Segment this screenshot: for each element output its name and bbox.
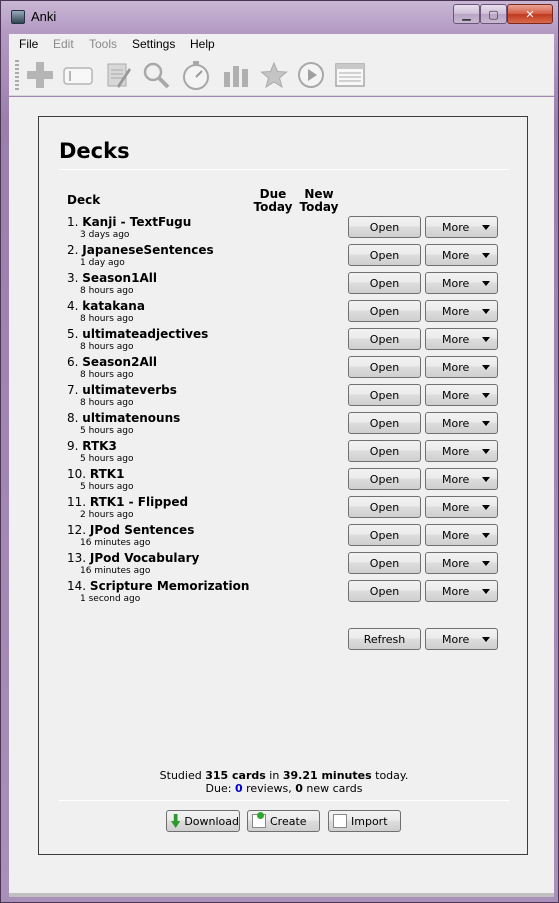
deck-title[interactable]: ultimatenouns: [82, 411, 181, 425]
studied-prefix: Studied: [159, 769, 206, 782]
study-summary: [39, 769, 529, 782]
deck-last-studied: 8 hours ago: [80, 286, 134, 296]
dropdown-arrow-icon: [482, 281, 490, 286]
deck-name[interactable]: [67, 243, 214, 257]
deck-browser: [38, 116, 528, 855]
menu-edit[interactable]: Edit: [53, 37, 74, 51]
deck-row: [67, 495, 507, 523]
create-button[interactable]: [247, 810, 320, 832]
more-button[interactable]: [425, 216, 498, 238]
deck-last-studied: 2 hours ago: [80, 510, 134, 520]
dropdown-arrow-icon: [482, 365, 490, 370]
menu-bar: [9, 34, 554, 54]
more-button[interactable]: [425, 524, 498, 546]
more-label: More: [442, 472, 470, 486]
deck-title[interactable]: RTK1 - Flipped: [89, 495, 189, 509]
close-icon: ✕: [525, 7, 535, 21]
more-button[interactable]: [425, 384, 498, 406]
more-label: More: [442, 388, 470, 402]
maximize-icon: ▢: [488, 7, 499, 21]
refresh-row: [67, 627, 507, 655]
deck-name[interactable]: [67, 439, 117, 453]
deck-row: [67, 299, 507, 327]
deck-number: 9.: [67, 439, 79, 453]
refresh-button[interactable]: Refresh: [348, 628, 421, 650]
more-label: More: [442, 220, 470, 234]
status-bar: [9, 893, 554, 897]
deck-number: 8.: [67, 411, 79, 425]
col-header-new-line2: Today: [299, 200, 339, 214]
open-deck-button[interactable]: Open: [348, 412, 421, 434]
open-deck-button[interactable]: Open: [348, 300, 421, 322]
menu-help[interactable]: Help: [190, 37, 215, 51]
dropdown-arrow-icon: [482, 309, 490, 314]
more-button[interactable]: [425, 440, 498, 462]
open-deck-button[interactable]: Open: [348, 216, 421, 238]
open-deck-button[interactable]: Open: [348, 496, 421, 518]
deck-last-studied: 8 hours ago: [80, 314, 134, 324]
deck-name[interactable]: [67, 411, 180, 425]
minimize-icon: ▁: [462, 7, 471, 21]
more-label: More: [442, 248, 470, 262]
refresh-more-button[interactable]: [425, 628, 498, 650]
more-button[interactable]: [425, 300, 498, 322]
window-title: Anki: [31, 9, 57, 24]
deck-title[interactable]: JPod Vocabulary: [89, 551, 200, 565]
more-label: More: [442, 500, 470, 514]
deck-row: [67, 439, 507, 467]
deck-row: [67, 551, 507, 579]
deck-number: 5.: [67, 327, 79, 341]
deck-name[interactable]: [67, 327, 208, 341]
studied-minutes: 39.21 minutes: [282, 769, 372, 782]
more-button[interactable]: [425, 412, 498, 434]
deck-row: [67, 467, 507, 495]
deck-last-studied: 8 hours ago: [80, 398, 134, 408]
dropdown-arrow-icon: [482, 477, 490, 482]
browse-icon[interactable]: [333, 58, 367, 92]
play-icon[interactable]: [294, 58, 328, 92]
menu-tools[interactable]: Tools: [89, 37, 118, 51]
more-button[interactable]: [425, 356, 498, 378]
menu-file[interactable]: File: [19, 37, 39, 51]
due-reviews-count: 0: [234, 782, 243, 795]
deck-title[interactable]: katakana: [82, 299, 145, 313]
more-label: More: [442, 528, 470, 542]
deck-row: [67, 271, 507, 299]
deck-name[interactable]: [67, 271, 157, 285]
deck-last-studied: 1 second ago: [80, 594, 141, 604]
deck-name[interactable]: [67, 579, 249, 593]
deck-title[interactable]: Season1All: [82, 271, 157, 285]
studied-cards: 315 cards: [205, 769, 266, 782]
reviews-text: reviews,: [242, 782, 296, 795]
more-button[interactable]: [425, 468, 498, 490]
star-icon[interactable]: [257, 58, 291, 92]
close-button[interactable]: [507, 4, 553, 24]
dropdown-arrow-icon: [482, 421, 490, 426]
main-area: [9, 97, 554, 893]
more-label: More: [442, 632, 470, 646]
anki-app-icon: [11, 10, 25, 24]
col-header-new: [299, 188, 339, 214]
deck-last-studied: 1 day ago: [80, 258, 125, 268]
due-summary: [39, 782, 529, 795]
more-label: More: [442, 556, 470, 570]
col-header-due-line1: Due: [259, 187, 287, 201]
open-deck-button[interactable]: Open: [348, 580, 421, 602]
deck-row: [67, 327, 507, 355]
deck-name[interactable]: [67, 523, 194, 537]
search-icon[interactable]: [139, 58, 173, 92]
deck-name[interactable]: [67, 355, 157, 369]
title-bar[interactable]: [1, 1, 558, 33]
dropdown-arrow-icon: [482, 225, 490, 230]
open-deck-button[interactable]: Open: [348, 552, 421, 574]
more-button[interactable]: [425, 272, 498, 294]
card-icon[interactable]: [61, 58, 95, 92]
import-icon: [333, 814, 347, 828]
deck-row: [67, 355, 507, 383]
toolbar-grip[interactable]: [15, 60, 19, 90]
more-button[interactable]: [425, 552, 498, 574]
col-header-due-line2: Today: [253, 200, 293, 214]
deck-title[interactable]: Kanji - TextFugu: [82, 215, 192, 229]
open-deck-button[interactable]: Open: [348, 524, 421, 546]
deck-last-studied: 8 hours ago: [80, 370, 134, 380]
open-deck-button[interactable]: Open: [348, 384, 421, 406]
dropdown-arrow-icon: [482, 561, 490, 566]
import-button[interactable]: [328, 810, 401, 832]
create-icon: [252, 814, 266, 828]
footer-divider: [59, 800, 509, 801]
more-label: More: [442, 416, 470, 430]
studied-in: in: [265, 769, 283, 782]
deck-last-studied: 16 minutes ago: [80, 538, 151, 548]
deck-last-studied: 5 hours ago: [80, 454, 134, 464]
deck-row: [67, 579, 507, 607]
more-button[interactable]: [425, 244, 498, 266]
more-label: More: [442, 444, 470, 458]
download-label: Download: [184, 814, 239, 828]
open-deck-button[interactable]: Open: [348, 356, 421, 378]
import-label: Import: [351, 814, 388, 828]
deck-number: 1.: [67, 215, 79, 229]
deck-name[interactable]: [67, 299, 145, 313]
deck-title[interactable]: RTK3: [82, 439, 117, 453]
deck-title[interactable]: RTK1: [89, 467, 125, 481]
deck-last-studied: 3 days ago: [80, 230, 130, 240]
due-new-count: 0: [295, 782, 303, 795]
deck-number: 2.: [67, 243, 79, 257]
download-icon: [171, 814, 180, 828]
more-label: More: [442, 360, 470, 374]
open-deck-button[interactable]: Open: [348, 440, 421, 462]
more-button[interactable]: [425, 580, 498, 602]
add-icon[interactable]: [23, 58, 57, 92]
deck-number: 10.: [67, 467, 87, 481]
deck-last-studied: 5 hours ago: [80, 426, 134, 436]
deck-last-studied: 5 hours ago: [80, 482, 134, 492]
deck-row: [67, 215, 507, 243]
open-deck-button[interactable]: Open: [348, 244, 421, 266]
col-header-deck: Deck: [67, 193, 101, 207]
deck-title[interactable]: JapaneseSentences: [82, 243, 214, 257]
maximize-button[interactable]: [480, 4, 507, 24]
deck-name[interactable]: [67, 215, 191, 229]
menu-settings[interactable]: Settings: [132, 37, 176, 51]
more-label: More: [442, 584, 470, 598]
more-button[interactable]: [425, 496, 498, 518]
deck-number: 6.: [67, 355, 79, 369]
deck-last-studied: 16 minutes ago: [80, 566, 151, 576]
deck-number: 12.: [67, 523, 87, 537]
col-header-due: [253, 188, 293, 214]
more-label: More: [442, 332, 470, 346]
deck-row: [67, 243, 507, 271]
dropdown-arrow-icon: [482, 589, 490, 594]
dropdown-arrow-icon: [482, 393, 490, 398]
stopwatch-icon[interactable]: [179, 58, 213, 92]
dropdown-arrow-icon: [482, 337, 490, 342]
deck-title[interactable]: ultimateadjectives: [82, 327, 209, 341]
deck-title[interactable]: JPod Sentences: [89, 523, 195, 537]
col-header-new-line1: New: [304, 187, 334, 201]
deck-row: [67, 523, 507, 551]
minimize-button[interactable]: [453, 4, 480, 24]
deck-name[interactable]: [67, 495, 188, 509]
open-deck-button[interactable]: Open: [348, 272, 421, 294]
open-deck-button[interactable]: Open: [348, 468, 421, 490]
dropdown-arrow-icon: [482, 533, 490, 538]
heading-divider: [59, 169, 509, 170]
studied-today: today.: [371, 769, 409, 782]
deck-row: [67, 411, 507, 439]
download-button[interactable]: [166, 810, 240, 832]
new-cards-text: new cards: [302, 782, 363, 795]
deck-name[interactable]: [67, 383, 177, 397]
deck-name[interactable]: [67, 467, 124, 481]
dropdown-arrow-icon: [482, 637, 490, 642]
deck-number: 4.: [67, 299, 79, 313]
more-button[interactable]: [425, 328, 498, 350]
deck-number: 13.: [67, 551, 87, 565]
deck-title[interactable]: Scripture Memorization: [89, 579, 250, 593]
create-label: Create: [270, 814, 307, 828]
dropdown-arrow-icon: [482, 449, 490, 454]
due-prefix: Due:: [205, 782, 235, 795]
deck-row: [67, 383, 507, 411]
deck-number: 14.: [67, 579, 87, 593]
more-label: More: [442, 304, 470, 318]
deck-number: 11.: [67, 495, 87, 509]
dropdown-arrow-icon: [482, 505, 490, 510]
deck-title[interactable]: Season2All: [82, 355, 157, 369]
deck-title[interactable]: ultimateverbs: [82, 383, 177, 397]
deck-number: 7.: [67, 383, 79, 397]
page-title: Decks: [59, 139, 130, 163]
deck-number: 3.: [67, 271, 79, 285]
dropdown-arrow-icon: [482, 253, 490, 258]
deck-name[interactable]: [67, 551, 199, 565]
stats-icon[interactable]: [219, 58, 253, 92]
toolbar: [9, 54, 554, 96]
more-label: More: [442, 276, 470, 290]
deck-last-studied: 8 hours ago: [80, 342, 134, 352]
edit-icon[interactable]: [101, 58, 135, 92]
open-deck-button[interactable]: Open: [348, 328, 421, 350]
